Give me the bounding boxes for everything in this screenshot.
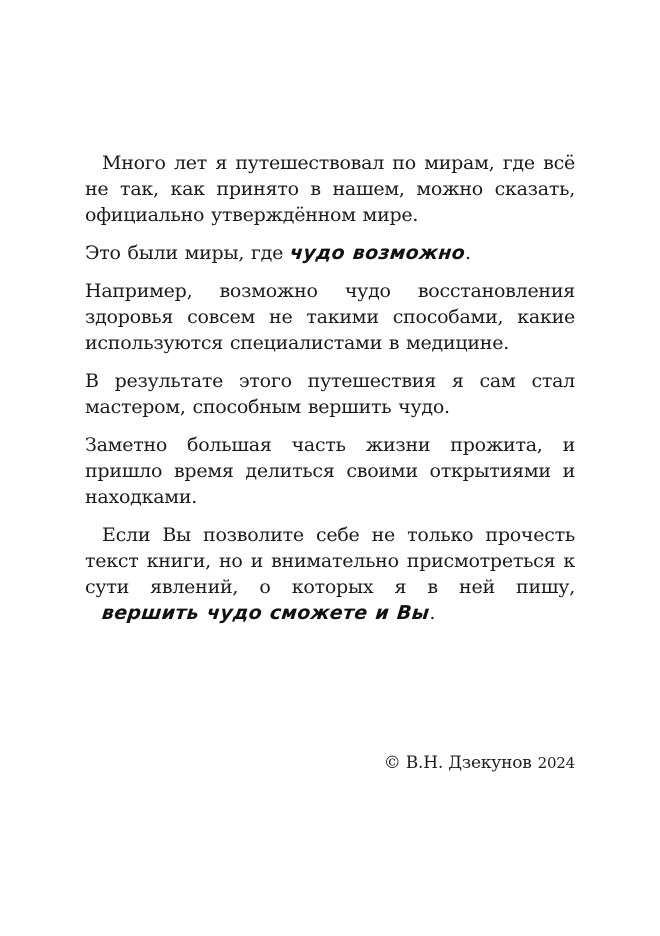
paragraph-invitation xyxy=(85,522,575,626)
paragraph-miracle-prefix: Это были миры, где xyxy=(85,242,290,264)
paragraph-miracle-suffix: . xyxy=(465,242,471,264)
main-text-block xyxy=(85,150,575,638)
copyright-line xyxy=(384,752,575,774)
paragraph-miracle-possible xyxy=(85,240,575,266)
paragraph-travels: Много лет я путешествовал по мирам, где всё не так, как принято в нашем, можно сказать, официально утверждённом мире. xyxy=(85,152,575,226)
emphasis-you-can-work-miracles: вершить чудо сможете и Вы xyxy=(100,602,431,624)
paragraph-share-discoveries: Заметно большая часть жизни прожита, и пришло время делиться своими открытиями и находками. xyxy=(85,434,575,508)
paragraph-invitation-prefix: Если Вы позволите себе не только прочесть текст книги, но и внимательно присмотреться к сути явлений, о которых я в ней пишу, xyxy=(85,524,575,598)
paragraph-invitation-suffix: . xyxy=(429,602,436,624)
copyright-author: © В.Н. Дзекунов xyxy=(383,753,532,773)
paragraph-health-example: Например, возможно чудо восстановления здоровья совсем не такими способами, какие используются специалистами в медицине. xyxy=(85,280,575,354)
copyright-year: 2024 xyxy=(537,754,575,772)
paragraph-master: В результате этого путешествия я сам стал мастером, способным вершить чудо. xyxy=(85,370,575,418)
emphasis-miracle-possible: чудо возможно xyxy=(288,242,467,264)
